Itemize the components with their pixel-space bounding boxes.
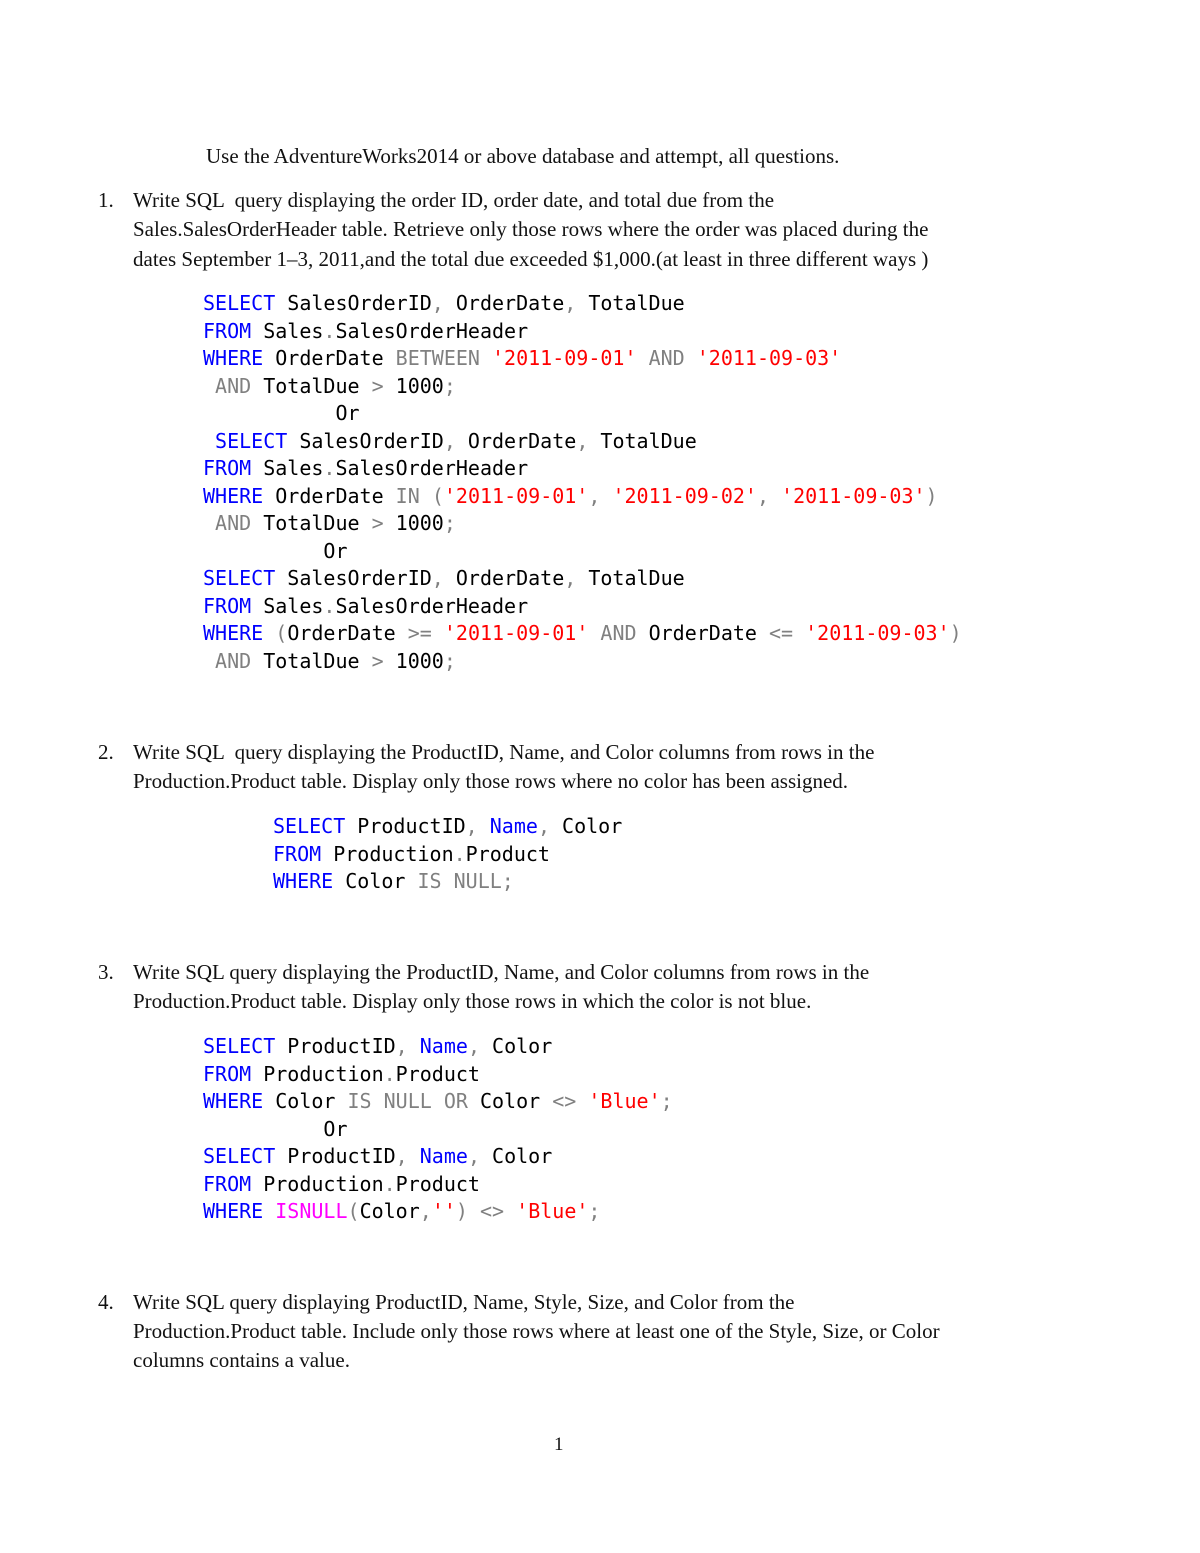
code-line xyxy=(203,565,962,593)
question-text-line: Write SQL query displaying ProductID, Name, Style, Size, and Color from the xyxy=(133,1290,795,1314)
code-token: Color xyxy=(467,1089,553,1113)
code-token: ( xyxy=(347,1199,360,1223)
question-text-line: Production.Product table. Display only those rows in which the color is not blue. xyxy=(133,989,812,1013)
code-token: , xyxy=(465,814,478,838)
code-line xyxy=(203,318,962,346)
code-token: '2011-09-03' xyxy=(805,621,950,645)
code-token: IS NULL; xyxy=(417,869,514,893)
code-token: FROM xyxy=(203,593,252,618)
code-token: Sales xyxy=(251,456,324,480)
code-line xyxy=(273,813,622,841)
code-token: . xyxy=(323,593,336,618)
code-token: TotalDue xyxy=(576,566,685,590)
code-line xyxy=(203,538,962,566)
code-token: , xyxy=(443,428,456,453)
code-token: >= xyxy=(407,621,432,645)
code-token: ) xyxy=(455,1199,468,1223)
code-token: SalesOrderID xyxy=(287,428,444,453)
code-line xyxy=(203,1171,673,1199)
code-token: Color xyxy=(479,1034,553,1058)
code-line xyxy=(203,373,962,401)
code-token: ; xyxy=(443,648,456,673)
code-token: , xyxy=(431,566,444,590)
code-token: FROM xyxy=(203,318,252,343)
code-token: ) xyxy=(925,483,938,508)
code-token: OrderDate xyxy=(287,621,408,645)
code-line xyxy=(203,1116,673,1144)
code-token: TotalDue xyxy=(251,648,372,673)
code-token xyxy=(263,1199,275,1223)
code-line xyxy=(203,400,962,428)
code-line xyxy=(203,620,962,648)
question-text-line: Production.Product table. Include only those rows where at least one of the Style, Size, or Color xyxy=(133,1319,940,1343)
code-token: 1000 xyxy=(383,511,444,535)
question-number: 1. xyxy=(98,188,114,212)
code-line xyxy=(203,593,962,621)
code-token: '2011-09-02' xyxy=(612,483,757,508)
code-token xyxy=(203,429,215,453)
question-text-line: Write SQL query displaying the ProductID, Name, and Color columns from rows in the xyxy=(133,960,870,984)
code-token: '2011-09-01' xyxy=(492,346,637,370)
code-token xyxy=(685,346,697,370)
code-token: OrderDate xyxy=(455,428,577,453)
code-token: SalesOrderHeader xyxy=(335,318,529,343)
code-token xyxy=(504,1199,516,1223)
code-token: Color xyxy=(549,814,623,838)
code-line xyxy=(203,510,962,538)
code-token: ; xyxy=(588,1199,601,1223)
code-line xyxy=(203,1088,673,1116)
code-token: TotalDue xyxy=(588,428,697,453)
code-block-q1 xyxy=(203,290,962,675)
code-token: ProductID xyxy=(275,1144,396,1168)
code-token: SELECT xyxy=(215,428,288,453)
code-token: > xyxy=(371,511,384,535)
code-token: Or xyxy=(203,538,348,563)
code-token: WHERE xyxy=(203,346,264,370)
code-block-q2 xyxy=(273,813,622,896)
code-token: , xyxy=(395,1144,408,1168)
code-token: Name xyxy=(419,1034,468,1058)
code-token: SalesOrderID xyxy=(275,566,432,590)
question-text-line: columns contains a value. xyxy=(133,1348,350,1372)
question-number: 4. xyxy=(98,1290,114,1314)
code-token: , xyxy=(564,291,577,315)
code-token: TotalDue xyxy=(251,373,372,398)
code-token: 'Blue' xyxy=(516,1199,589,1223)
code-token: AND xyxy=(648,346,685,370)
code-token xyxy=(478,814,490,838)
code-token: SELECT xyxy=(203,291,276,315)
code-token: ; xyxy=(443,511,456,535)
code-token: Color xyxy=(359,1199,420,1223)
code-token: ( xyxy=(431,483,444,508)
code-token: ) xyxy=(949,621,962,645)
code-token: TotalDue xyxy=(576,291,685,315)
code-token: OrderDate xyxy=(636,621,769,645)
code-token: Sales xyxy=(251,593,324,618)
code-token: FROM xyxy=(203,456,252,480)
code-token: , xyxy=(564,566,577,590)
code-token: WHERE xyxy=(203,621,264,645)
code-token: IN xyxy=(395,483,420,508)
code-token: WHERE xyxy=(203,1089,264,1113)
code-token: FROM xyxy=(203,1061,252,1086)
code-token xyxy=(203,374,215,398)
code-token xyxy=(480,346,492,370)
code-token xyxy=(420,484,432,508)
code-token: SELECT xyxy=(203,566,276,590)
code-token: TotalDue xyxy=(251,511,372,535)
code-line xyxy=(203,1061,673,1089)
code-token: . xyxy=(323,318,336,343)
code-line xyxy=(203,455,962,483)
code-token: Product xyxy=(395,1171,480,1196)
page-number: 1 xyxy=(554,1434,564,1455)
code-token xyxy=(793,621,805,645)
code-token xyxy=(576,1089,588,1113)
code-token: '2011-09-01' xyxy=(443,483,589,508)
code-token xyxy=(468,1199,480,1223)
code-token: SalesOrderHeader xyxy=(335,593,529,618)
code-line xyxy=(203,1143,673,1171)
code-token: Product xyxy=(465,841,550,866)
code-token: , xyxy=(467,1144,480,1168)
code-token: <> xyxy=(552,1089,577,1113)
code-line xyxy=(203,428,962,456)
code-token: ProductID xyxy=(345,814,466,838)
code-token: OrderDate xyxy=(443,566,565,590)
code-token: ; xyxy=(660,1089,673,1113)
code-token: OrderDate xyxy=(263,346,396,370)
code-token: > xyxy=(371,648,384,673)
code-token: '' xyxy=(431,1199,456,1223)
code-line xyxy=(273,868,622,896)
code-token: ProductID xyxy=(275,1034,396,1058)
code-line xyxy=(203,345,962,373)
question-text-line: Sales.SalesOrderHeader table. Retrieve only those rows where the order was placed during the xyxy=(133,217,929,241)
code-token: Production xyxy=(251,1061,384,1086)
code-token: Name xyxy=(419,1144,468,1168)
code-token xyxy=(263,621,275,645)
code-token: 1000 xyxy=(383,648,444,673)
code-token xyxy=(408,1034,420,1058)
intro-text: Use the AdventureWorks2014 or above database and attempt, all questions. xyxy=(206,144,840,168)
code-token: , xyxy=(576,428,589,453)
code-token xyxy=(600,484,612,508)
question-number: 2. xyxy=(98,740,114,764)
code-token: '2011-09-03' xyxy=(696,346,842,370)
code-token: 'Blue' xyxy=(588,1089,661,1113)
code-token: SELECT xyxy=(203,1034,276,1058)
question-text-line: Production.Product table. Display only those rows where no color has been assigned. xyxy=(133,769,849,793)
code-token: 1000 xyxy=(383,373,444,398)
code-token: FROM xyxy=(273,841,322,866)
code-token: Name xyxy=(489,814,538,838)
code-token: . xyxy=(383,1061,396,1086)
code-token: OrderDate xyxy=(443,291,565,315)
code-token xyxy=(203,511,215,535)
code-token xyxy=(203,649,215,673)
code-token: Or xyxy=(203,401,360,425)
code-token: Color xyxy=(479,1144,553,1168)
code-line xyxy=(203,648,962,676)
code-token: Production xyxy=(321,841,454,866)
code-line xyxy=(203,1198,673,1226)
code-token: '2011-09-03' xyxy=(781,483,926,508)
code-token: OrderDate xyxy=(263,483,396,508)
code-token: , xyxy=(419,1199,432,1223)
code-token: Production xyxy=(251,1171,384,1196)
code-token xyxy=(408,1144,420,1168)
code-token: , xyxy=(588,483,601,508)
code-token: Sales xyxy=(251,318,324,343)
code-token xyxy=(637,346,649,370)
code-token: WHERE xyxy=(273,869,334,893)
code-token: <> xyxy=(480,1199,505,1223)
code-token: AND xyxy=(215,511,252,535)
code-token: , xyxy=(537,814,550,838)
code-token: Color xyxy=(333,869,418,893)
question-text-line: dates September 1–3, 2011,and the total due exceeded $1,000.(at least in three different ways ) xyxy=(133,247,929,271)
code-block-q3 xyxy=(203,1033,673,1226)
code-token: AND xyxy=(600,621,637,645)
code-line xyxy=(273,841,622,869)
question-text-line: Write SQL query displaying the order ID, order date, and total due from the xyxy=(133,188,775,212)
question-text-line: Write SQL query displaying the ProductID, Name, and Color columns from rows in the xyxy=(133,740,875,764)
code-token: BETWEEN xyxy=(395,346,480,370)
code-line xyxy=(203,483,962,511)
code-token: ; xyxy=(443,373,456,398)
code-token: '2011-09-01' xyxy=(443,621,589,645)
code-token: . xyxy=(383,1171,396,1196)
code-token: , xyxy=(756,483,769,508)
code-token xyxy=(588,621,600,645)
code-token: SELECT xyxy=(273,814,346,838)
code-token: . xyxy=(453,841,466,866)
code-line xyxy=(203,290,962,318)
code-token: Product xyxy=(395,1061,480,1086)
code-token: Or xyxy=(203,1116,348,1141)
code-token: . xyxy=(323,456,336,480)
code-token: WHERE xyxy=(203,483,264,508)
code-token: SalesOrderHeader xyxy=(335,456,529,480)
code-token xyxy=(432,621,444,645)
question-number: 3. xyxy=(98,960,114,984)
code-token: IS NULL OR xyxy=(347,1089,468,1113)
code-token: > xyxy=(371,373,384,398)
code-token: , xyxy=(431,291,444,315)
code-token: <= xyxy=(769,621,794,645)
code-token: , xyxy=(395,1034,408,1058)
code-token: AND xyxy=(215,373,252,398)
code-token: Color xyxy=(263,1089,348,1113)
code-token: SalesOrderID xyxy=(275,291,432,315)
code-token: ( xyxy=(275,621,288,645)
code-line xyxy=(203,1033,673,1061)
code-token: ISNULL xyxy=(275,1199,348,1223)
code-token: WHERE xyxy=(203,1199,264,1223)
code-token xyxy=(769,484,781,508)
code-token: , xyxy=(467,1034,480,1058)
code-token: FROM xyxy=(203,1171,252,1196)
code-token: AND xyxy=(215,648,252,673)
code-token: SELECT xyxy=(203,1144,276,1168)
